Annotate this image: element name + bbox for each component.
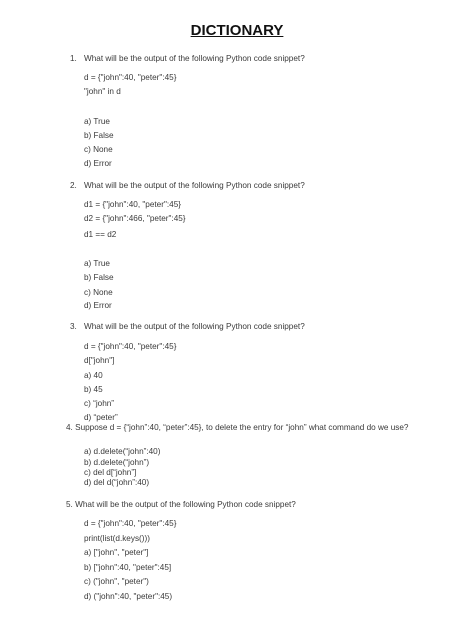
q4-option: a) d.delete(“john”:40) (84, 447, 161, 456)
q3-option: c) “john” (84, 399, 115, 408)
q4-prompt: 4. Suppose d = {“john”:40, “peter”:45}, to delete the entry for “john” what command do we use? (66, 423, 409, 432)
q4-option: c) del d[“john”] (84, 468, 137, 477)
q1-option: c) None (84, 145, 113, 154)
q3-option: a) 40 (84, 371, 103, 380)
q2-option: d) Error (84, 301, 112, 310)
q5-option: c) ("john", "peter") (84, 577, 149, 586)
q1-number: 1. (70, 54, 77, 63)
q1-code-line: d = {"john":40, "peter":45} (84, 73, 177, 82)
q5-option: a) ["john", "peter"] (84, 548, 149, 557)
page-title: DICTIONARY (190, 22, 284, 39)
q2-number: 2. (70, 181, 77, 190)
q2-option: c) None (84, 288, 113, 297)
q1-code-line: "john" in d (84, 87, 121, 96)
q1-option: a) True (84, 117, 110, 126)
q5-code-line: d = {"john":40, "peter":45} (84, 519, 177, 528)
q3-prompt: What will be the output of the following Python code snippet? (84, 322, 305, 331)
q1-option: b) False (84, 131, 114, 140)
q3-code-line: d = {"john":40, "peter":45} (84, 342, 177, 351)
q4-option: d) del d(“john”:40) (84, 478, 150, 487)
q2-code-line: d1 = {"john":40, "peter":45} (84, 200, 181, 209)
q5-option: d) ("john":40, "peter":45) (84, 592, 173, 601)
q5-option: b) ["john":40, "peter":45] (84, 563, 172, 572)
q5-prompt: 5. What will be the output of the following Python code snippet? (66, 500, 296, 509)
q2-option: b) False (84, 273, 114, 282)
q4-option: b) d.delete(“john”) (84, 458, 150, 467)
q2-option: a) True (84, 259, 110, 268)
q5-code-line: print(list(d.keys())) (84, 534, 150, 543)
q3-option: d) “peter” (84, 413, 118, 422)
q2-code-line: d2 = {"john":466, "peter":45} (84, 214, 186, 223)
q1-prompt: What will be the output of the following Python code snippet? (84, 54, 305, 63)
q2-prompt: What will be the output of the following Python code snippet? (84, 181, 305, 190)
q3-code-line: d["john"] (84, 356, 115, 365)
q3-option: b) 45 (84, 385, 103, 394)
q1-option: d) Error (84, 159, 112, 168)
q3-number: 3. (70, 322, 77, 331)
q2-code-line: d1 == d2 (84, 230, 117, 239)
